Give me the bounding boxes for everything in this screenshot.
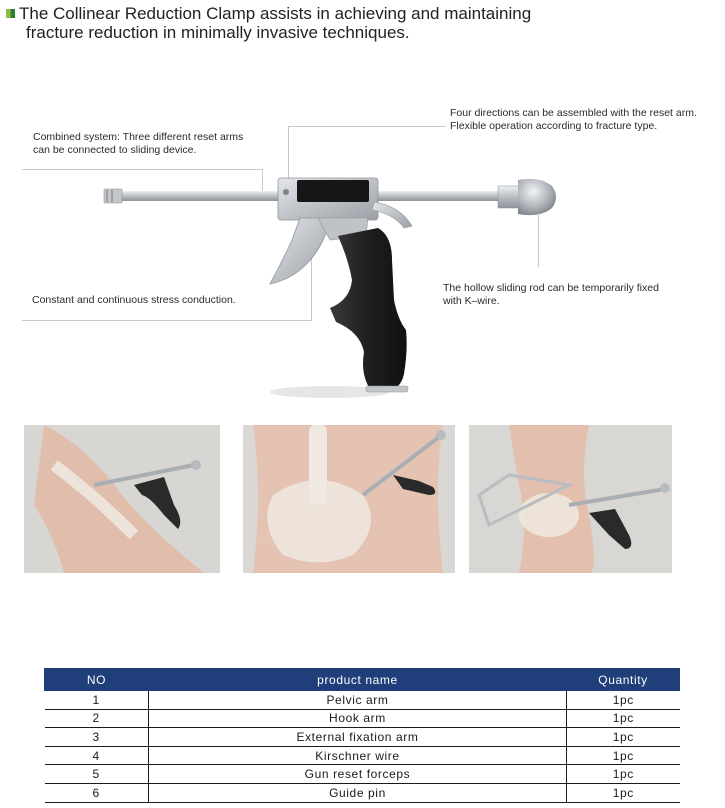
callout-stress-line-1: Constant and continuous stress conduction. (32, 294, 236, 306)
cell-no: 1 (45, 691, 149, 710)
end-knob-shape (518, 179, 556, 215)
callout-directions-line-1: Four directions can be assembled with the reset arm. (450, 107, 697, 119)
cell-product-name: External fixation arm (148, 728, 566, 747)
pistol-grip-shape (330, 228, 407, 392)
column-header-product-name: product name (148, 669, 566, 691)
callout-directions-line-2: Flexible operation according to fracture type. (450, 120, 658, 132)
table-row (45, 783, 680, 802)
cell-quantity: 1pc (567, 746, 680, 765)
table-row (45, 691, 680, 710)
table-row (45, 746, 680, 765)
column-header-no: NO (45, 669, 149, 691)
cell-quantity: 1pc (567, 783, 680, 802)
usage-photo-leg (24, 425, 220, 573)
callout-hollow-line-2: with K–wire. (443, 295, 500, 307)
cell-quantity: 1pc (567, 709, 680, 728)
callout-hollow-line-1: The hollow sliding rod can be temporarily fixed (443, 282, 659, 294)
cell-quantity: 1pc (567, 728, 680, 747)
table-row (45, 765, 680, 784)
table-row (45, 709, 680, 728)
usage-photo-knee (469, 425, 672, 573)
cell-product-name: Guide pin (148, 783, 566, 802)
cell-quantity: 1pc (567, 691, 680, 710)
table-header-row (45, 669, 680, 691)
curved-arm-shape (270, 218, 330, 284)
cell-no: 3 (45, 728, 149, 747)
callout-combined-line-1: Combined system: Three different reset arms (33, 131, 244, 143)
heading-line-1: The Collinear Reduction Clamp assists in achieving and maintaining (19, 4, 532, 23)
housing-window-shape (297, 180, 369, 202)
cell-no: 2 (45, 709, 149, 728)
callout-combined-line-2: can be connected to sliding device. (33, 144, 197, 156)
cell-quantity: 1pc (567, 765, 680, 784)
cell-product-name: Pelvic arm (148, 691, 566, 710)
cell-no: 4 (45, 746, 149, 765)
table-row (45, 728, 680, 747)
heading-line-2: fracture reduction in minimally invasive techniques. (26, 23, 410, 42)
cell-no: 5 (45, 765, 149, 784)
cell-product-name: Kirschner wire (148, 746, 566, 765)
cell-no: 6 (45, 783, 149, 802)
cell-product-name: Gun reset forceps (148, 765, 566, 784)
usage-photo-pelvis (243, 425, 455, 573)
product-table (44, 668, 680, 803)
column-header-quantity: Quantity (567, 669, 680, 691)
cell-product-name: Hook arm (148, 709, 566, 728)
